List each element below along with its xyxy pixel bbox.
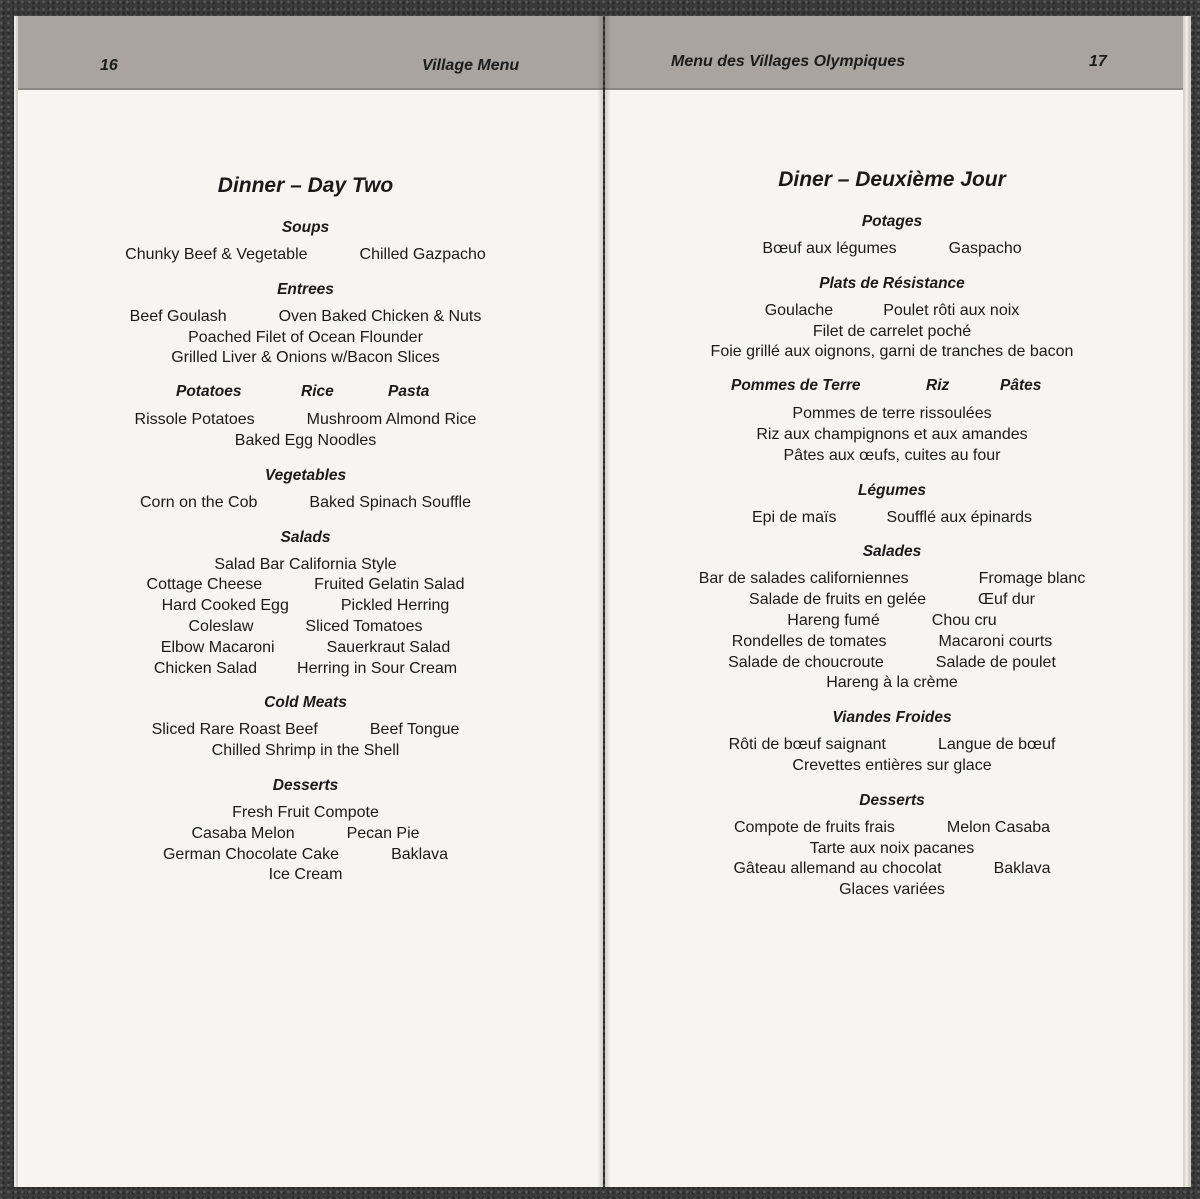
right-menu (605, 144, 1183, 901)
left-salads-list (18, 555, 603, 680)
left-salads-heading: Salads (280, 528, 331, 546)
menu-line (18, 865, 603, 886)
menu-line (605, 673, 1183, 694)
menu-item: Gaspacho (948, 240, 1022, 257)
menu-item: Fresh Fruit Compote (232, 803, 379, 821)
menu-line (605, 818, 1183, 839)
menu-line (605, 239, 1183, 260)
right-page (605, 16, 1183, 1187)
right-starch-list (605, 404, 1183, 466)
right-desserts-list (605, 818, 1183, 901)
right-rice-heading: Riz (926, 377, 950, 395)
right-salads-heading: Salades (862, 543, 922, 561)
menu-item: Filet de carrelet poché (812, 322, 972, 340)
menu-item: Melon Casaba (946, 818, 1051, 836)
left-vegetables-heading: Vegetables (264, 466, 347, 484)
left-starch-list (18, 410, 603, 452)
menu-item: Sliced Tomatoes (305, 617, 423, 635)
left-desserts-list (18, 803, 603, 886)
right-running-title: Menu des Villages Olympiques (671, 53, 906, 70)
menu-line (18, 245, 603, 266)
left-page (18, 16, 603, 1187)
menu-item: Rondelles de tomates (731, 632, 887, 650)
menu-line (605, 880, 1183, 901)
menu-line (18, 431, 603, 452)
menu-item: Baked Spinach Souffle (309, 493, 471, 511)
menu-item: Compote de fruits frais (733, 818, 895, 836)
left-running-title: Village Menu (422, 57, 520, 74)
menu-line (18, 596, 603, 617)
menu-item: Chicken Salad (153, 659, 258, 677)
right-vegetables-list (605, 508, 1183, 529)
right-cold-meats-heading: Viandes Froides (832, 709, 952, 727)
left-starch-headings (18, 383, 603, 403)
left-rice-heading: Rice (301, 383, 334, 401)
menu-item: Glaces variées (839, 881, 945, 899)
menu-line (18, 555, 603, 576)
menu-item: Beef Tongue (369, 721, 460, 739)
menu-line (18, 348, 603, 369)
right-vegetables-heading: Légumes (857, 481, 927, 499)
menu-item: Herring in Sour Cream (297, 659, 458, 677)
menu-item: Bœuf aux légumes (762, 240, 897, 257)
menu-item: Rôti de bœuf saignant (728, 736, 886, 754)
right-potatoes-heading: Pommes de Terre (731, 377, 861, 395)
menu-item: Corn on the Cob (139, 493, 258, 511)
menu-item: Hareng fumé (787, 611, 880, 629)
menu-item: Mushroom Almond Rice (306, 411, 477, 429)
menu-item: Salade de choucroute (728, 653, 884, 671)
menu-item: Pickled Herring (340, 597, 450, 615)
menu-item: Beef Goulash (129, 307, 227, 325)
menu-item: Chilled Gazpacho (359, 246, 486, 263)
menu-item: Baklava (391, 845, 448, 863)
menu-line (605, 446, 1183, 467)
right-soups-heading: Potages (861, 213, 923, 230)
menu-line (18, 659, 603, 680)
right-page-number: 17 (1089, 53, 1107, 70)
left-potatoes-heading: Potatoes (176, 383, 242, 401)
menu-item: Chilled Shrimp in the Shell (211, 742, 400, 760)
menu-line (18, 824, 603, 845)
menu-line (605, 632, 1183, 653)
menu-item: Cottage Cheese (146, 576, 263, 594)
menu-line (18, 638, 603, 659)
menu-item: Ice Cream (268, 866, 343, 884)
menu-line (18, 741, 603, 762)
menu-item: Pecan Pie (346, 824, 420, 842)
menu-item: Sliced Rare Roast Beef (151, 721, 318, 739)
menu-item: Coleslaw (188, 617, 254, 635)
right-entrees-heading: Plats de Résistance (819, 274, 965, 292)
menu-item: Gâteau allemand au chocolat (733, 860, 942, 878)
right-desserts-heading: Desserts (859, 791, 925, 809)
left-vegetables-list (18, 493, 603, 514)
menu-line (18, 617, 603, 638)
menu-item: Langue de bœuf (938, 736, 1056, 754)
menu-line (605, 859, 1183, 880)
menu-item: Pommes de terre rissoulées (792, 405, 992, 423)
menu-line (605, 735, 1183, 756)
menu-line (18, 328, 603, 349)
left-soups-list (18, 245, 603, 266)
left-cold-meats-list (18, 720, 603, 762)
menu-line (605, 425, 1183, 446)
menu-line (18, 803, 603, 824)
menu-item: Hareng à la crème (826, 674, 958, 692)
right-soups-list (605, 239, 1183, 260)
menu-line (18, 575, 603, 596)
menu-item: Poached Filet of Ocean Flounder (188, 328, 423, 346)
left-page-number: 16 (100, 57, 118, 74)
right-header-band (605, 16, 1183, 88)
menu-item: Macaroni courts (938, 632, 1053, 650)
menu-item: Chunky Beef & Vegetable (125, 246, 308, 263)
menu-line (18, 493, 603, 514)
right-menu-title: Diner – Deuxième Jour (778, 168, 1006, 191)
menu-item: Salade de poulet (935, 653, 1056, 671)
menu-item: Salad Bar California Style (214, 555, 397, 573)
menu-item: Baklava (993, 860, 1051, 878)
left-entrees-list (18, 307, 603, 369)
menu-item: Fromage blanc (978, 570, 1086, 588)
menu-item: Soufflé aux épinards (886, 508, 1033, 526)
menu-item: German Chocolate Cake (162, 845, 340, 863)
left-header-band (18, 16, 603, 88)
menu-line (605, 342, 1183, 363)
menu-item: Œuf dur (978, 591, 1035, 609)
menu-line (605, 839, 1183, 860)
menu-line (605, 508, 1183, 529)
menu-line (18, 307, 603, 328)
menu-item: Casaba Melon (191, 824, 295, 842)
menu-item: Foie grillé aux oignons, garni de tranches de bacon (710, 343, 1074, 361)
menu-item: Fruited Gelatin Salad (314, 576, 465, 594)
menu-line (605, 569, 1183, 590)
menu-item: Chou cru (931, 611, 997, 629)
menu-item: Pâtes aux œufs, cuites au four (783, 446, 1001, 464)
menu-line (605, 611, 1183, 632)
menu-line (605, 322, 1183, 343)
menu-item: Crevettes entières sur glace (792, 756, 992, 774)
menu-item: Riz aux champignons et aux amandes (756, 425, 1028, 443)
left-desserts-heading: Desserts (272, 776, 339, 794)
left-menu (18, 150, 603, 886)
right-pasta-heading: Pâtes (1000, 377, 1042, 395)
left-entrees-heading: Entrees (277, 280, 334, 298)
right-starch-headings (605, 377, 1183, 397)
right-salads-list (605, 569, 1183, 694)
menu-item: Bar de salades californiennes (698, 570, 909, 588)
menu-item: Baked Egg Noodles (234, 431, 377, 449)
right-cold-meats-list (605, 735, 1183, 777)
menu-item: Goulache (764, 301, 834, 319)
left-pasta-heading: Pasta (388, 383, 430, 401)
menu-line (18, 845, 603, 866)
left-menu-title: Dinner – Day Two (217, 174, 394, 197)
menu-item: Rissole Potatoes (134, 411, 255, 429)
menu-line (605, 404, 1183, 425)
menu-item: Tarte aux noix pacanes (809, 839, 975, 857)
menu-item: Sauerkraut Salad (326, 638, 451, 656)
menu-item: Poulet rôti aux noix (883, 301, 1020, 319)
menu-item: Epi de maïs (751, 508, 837, 526)
menu-item: Salade de fruits en gelée (749, 591, 927, 609)
menu-line (18, 410, 603, 431)
menu-line (605, 756, 1183, 777)
menu-line (18, 720, 603, 741)
menu-item: Oven Baked Chicken & Nuts (278, 307, 482, 325)
menu-line (605, 653, 1183, 674)
left-soups-heading: Soups (281, 219, 330, 236)
menu-item: Hard Cooked Egg (161, 597, 289, 615)
left-cold-meats-heading: Cold Meats (264, 694, 347, 712)
menu-line (605, 301, 1183, 322)
menu-item: Grilled Liver & Onions w/Bacon Slices (171, 349, 440, 367)
right-entrees-list (605, 301, 1183, 363)
menu-line (605, 590, 1183, 611)
menu-item: Elbow Macaroni (160, 638, 275, 656)
